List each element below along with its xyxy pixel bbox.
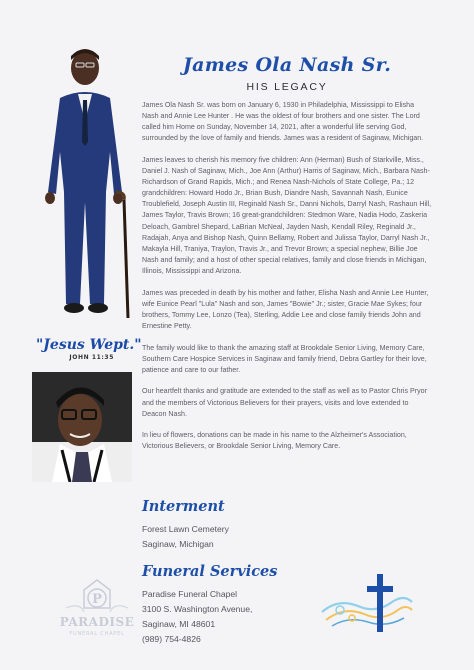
funeral-services-details — [142, 587, 252, 647]
paragraph-thanks-staff: The family would like to thank the amazing staff at Brookdale Senior Living, Memory Care, Southern Care Hospice Services in Saginaw and family friend, Debra Gartley for their love, patience and care to our father. — [142, 343, 427, 374]
cross-icon — [318, 572, 414, 634]
paragraph-birth: James Ola Nash Sr. was born on January 6, 1930 in Philadelphia, Mississippi to Elisha Nash and Annie Lee Hunter . He was the oldest of four brothers and one sister. The Lord called him Home on Sunday, November 14, 2021, after a wonderful life serving God, surrounded by the love of family and friends. James was a resident of Saginaw, Michigan. — [142, 101, 424, 143]
standing-portrait-photo — [30, 42, 132, 320]
logo-letter: P — [92, 592, 102, 607]
interment-cemetery: Forest Lawn Cemetery — [142, 524, 229, 534]
quote-reference: JOHN 11:35 — [69, 354, 114, 361]
interment-details — [142, 522, 229, 552]
services-chapel: Paradise Funeral Chapel — [142, 589, 238, 599]
services-street: 3100 S. Washington Avenue, — [142, 604, 253, 614]
paragraph-donations: In lieu of flowers, donations can be made in his name to the Alzheimer's Association, Victorious Believers, or Brookdale Senior Living, Memory Care. — [142, 431, 407, 451]
scripture-quote — [36, 337, 142, 361]
paragraph-thanks-church: Our heartfelt thanks and gratitude are extended to the staff as well as to Pastor Chris Pryor and the members of Victorious Believers for their prayers, visits and love extended to Deacon Nash. — [142, 387, 427, 418]
funeral-services-heading: Funeral Services — [142, 563, 278, 580]
interment-heading: Interment — [142, 498, 225, 515]
logo-tagline: FUNERAL CHAPEL — [69, 631, 125, 637]
services-city: Saginaw, MI 48601 — [142, 619, 216, 629]
headshot-photo — [32, 372, 132, 482]
paragraph-preceded: James was preceded in death by his mother and father, Elisha Nash and Annie Lee Hunter, wife Eunice Pearl "Lula" Nash and son, James "Bowie" Jr.; sister, Gracie Mae Sykes; four brothers, Tommy Lee, Lonzo (Tea), Sterling, Addie Lee and close family friends John and Ernestine Petty. — [142, 288, 429, 330]
interment-city: Saginaw, Michigan — [142, 539, 214, 549]
paradise-logo — [60, 578, 134, 640]
page-subtitle: HIS LEGACY — [246, 81, 328, 93]
services-phone: (989) 754-4826 — [142, 634, 201, 644]
obituary-body — [142, 100, 432, 463]
logo-name: PARADISE — [60, 615, 134, 629]
paragraph-survivors: James leaves to cherish his memory five children: Ann (Herman) Bush of Starkville, Miss., Daniel J. Nash of Saginaw, Mich., Joe Ann (Arthur) Harris of Saginaw, Mich., Barbara Nash-Richardson of Grand Rapids, Mich.; and Renea Nash-Nichols of State College, Pa.; 12 grandchildren: Howard Hodo Jr., Brian Bush, Diandre Nash, Savannah Nash, Eunice Troublefield, Joseph Austin III, Reginald Nash Sr., Danni Nichols, Darryl Nash, Rashaun Hill, James Taylor, Travis Brown; 16 great-grandchildren: Stedmon Ware, Nadia Hodo, Zaskeria Deloach, Gambrel Shepard, LaBrian McNeal, Jayden Nash, Kendall Riley, Reginald Jr., Radajah, Anya and Bishop Nash, Quinn Bellamy, Robert and Julissa Taylor, Darryl Nash Jr., Makayla Hill, Traniya, Traylon, Travis Jr., and Trevor Brown; a special nephew, Billie Joe Nash and family; and a host of other special relatives, family and close friends in Michigan, Illinois, Mississippi and Arizona. — [142, 155, 432, 275]
quote-text: "Jesus Wept." — [36, 337, 142, 353]
page-title: James Ola Nash Sr. — [182, 54, 392, 76]
